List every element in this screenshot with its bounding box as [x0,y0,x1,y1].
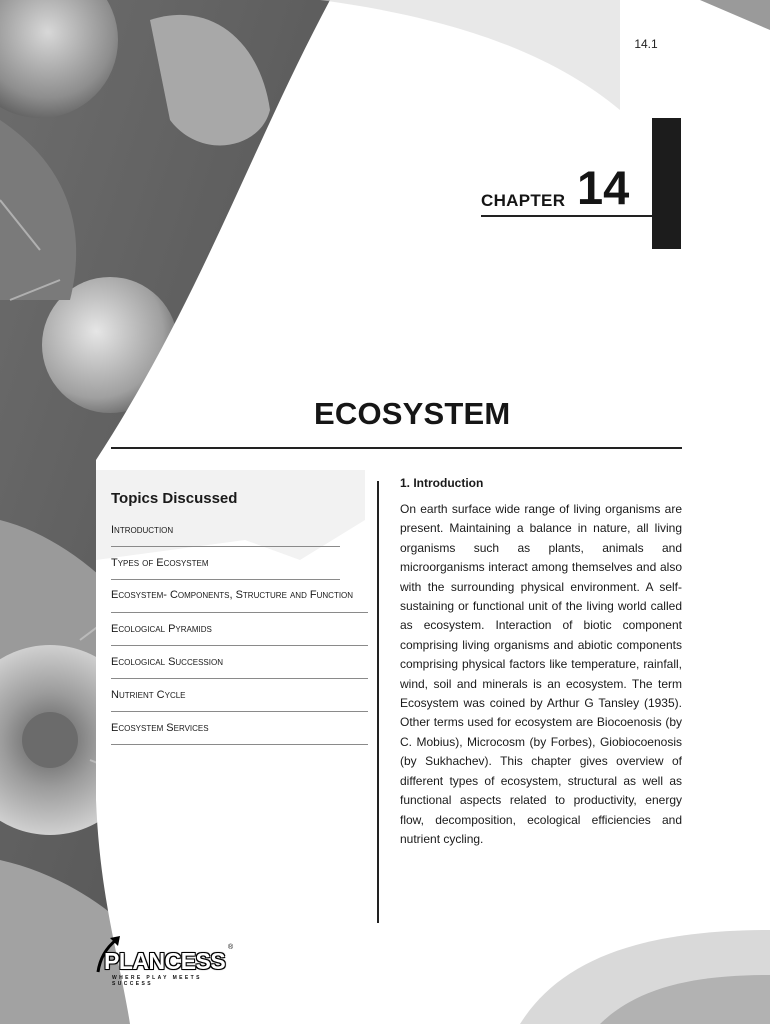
topic-item: Ecological Succession [111,646,368,679]
logo-tagline: WHERE PLAY MEETS SUCCESS [112,975,202,987]
logo-wordmark: PLANCESS [104,948,226,974]
topics-list [111,514,368,745]
logo-registered-mark: ® [228,944,234,951]
plancess-logo [90,932,238,987]
topic-item: Introduction [111,514,340,547]
topics-heading: Topics Discussed [111,490,238,507]
page-number: 14.1 [634,37,658,51]
topic-item: Types of Ecosystem [111,547,340,580]
chapter-bar [652,118,681,249]
chapter-label: CHAPTER [481,191,566,210]
topic-item: Ecosystem- Components, Structure and Function [111,580,368,613]
section-heading: 1. Introduction [400,476,484,490]
chapter-number: 14 [577,161,630,214]
section-body: On earth surface wide range of living organisms are present. Maintaining a balance in nature, all living organisms such as plants, animals and microorganisms interact among themselves and also with the surrounding physical environment. A self-sustaining or functional unit of the living world called as ecosystem. Interaction of biotic component comprising living organisms and abiotic components comprising physical factors like temperature, rainfall, wind, soil and minerals is an ecosystem. The term Ecosystem was coined by Arthur G Tansley (1935). Other terms used for ecosystem are Biocoenosis (by C. Mobius), Microcosm (by Forbes), Giobiocoenosis (by Sukhachev). This chapter gives overview of different types of ecosystem, structural as well as functional aspects related to productivity, energy flow, decomposition, ecological efficiencies and nutrient cycling. [400,502,682,846]
topic-item: Ecological Pyramids [111,613,368,646]
column-divider [377,481,379,923]
page-title: ECOSYSTEM [314,396,511,431]
topic-item: Nutrient Cycle [111,679,368,712]
chapter-rule [481,215,652,217]
title-divider [111,447,682,449]
topic-item: Ecosystem Services [111,712,368,745]
